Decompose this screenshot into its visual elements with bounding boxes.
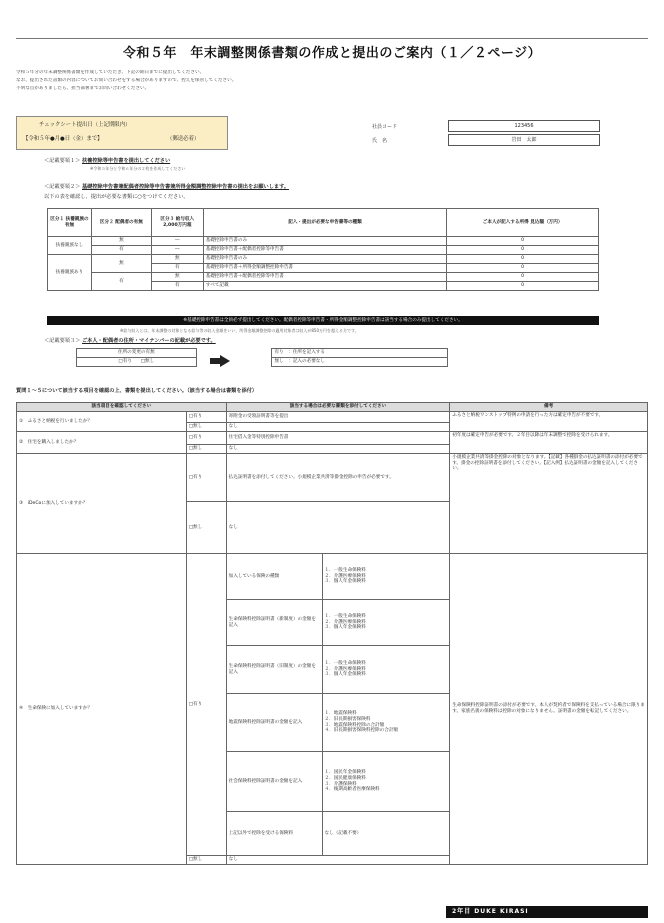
section3: ＜記載要領３＞ ご本人・配偶者の住所・マイナンバーの記載が必要です。: [44, 338, 216, 344]
intro-text: [16, 70, 646, 94]
cell: 基礎控除申告書＋配偶者控除等申告書: [203, 273, 447, 282]
amount-cell[interactable]: 0: [447, 237, 599, 246]
intro-line: 令和５年分の年末調整関係書類を作成していただき、下記の期日までに提出してください。: [16, 70, 205, 75]
q4-sub-label: 地震保険料控除証明書の金額を記入: [226, 694, 322, 752]
q4-sub-items: １．地震保険料 ２．旧長期損害保険料 ３．地震保険料控除の合計額 ４．旧長期損害保険料控除の合計額: [322, 694, 450, 752]
section1-note: ※令和５年分と令和６年分の２枚を作成してください: [90, 166, 186, 171]
checksheet-label: チェックシート提出日（上記期限内）: [39, 122, 131, 128]
cell: 無: [151, 255, 203, 264]
q4-sub-items: １．一般生命保険料 ２．介護医療保険料 ３．個人年金保険料: [322, 554, 450, 600]
q4-yes-checkbox[interactable]: □有り: [186, 554, 226, 856]
q4-sub-items: １．一般生命保険料 ２．介護医療保険料 ３．個人年金保険料: [322, 646, 450, 694]
q4-no-text: なし: [226, 856, 450, 865]
amount-cell[interactable]: 0: [447, 264, 599, 273]
q1-no-checkbox[interactable]: □無し: [186, 423, 226, 432]
q1-note: ふるさと納税ワンストップ特例の申請を行った方は確定申告が不要です。: [450, 412, 648, 432]
question-4: ④ 生命保険に加入していますか？: [17, 554, 187, 865]
cell: 無: [151, 273, 203, 282]
employee-id-label: 社員コード: [372, 124, 398, 130]
question-3: ③ iDeCoに加入していますか？: [17, 454, 187, 554]
intro-line: なお、提出された書類の内容についてお問い合わせをする場合がありますので、控えを保管してください。: [16, 78, 237, 83]
cell: 基礎控除申告書＋配偶者控除等申告書: [203, 246, 447, 255]
section1: ＜記載要領１＞ 扶養控除等申告書を提出してください: [44, 158, 171, 164]
col-header: ご本人が記入する所得 見込額（万円）: [447, 209, 599, 237]
cell: 有: [91, 246, 151, 255]
q2-note: 初年度は確定申告が必要です。２年目以降は年末調整で控除を受けられます。: [450, 432, 648, 454]
checksheet-deadline-box: [16, 116, 228, 150]
q4-sub-label: 加入している保険の種類: [226, 554, 322, 600]
employee-id-field[interactable]: 123456: [448, 120, 600, 132]
q4-no-checkbox[interactable]: □無し: [186, 856, 226, 865]
q4-sub-label: 生命保険料控除証明書（旧制度）の金額を記入: [226, 646, 322, 694]
amount-cell[interactable]: 0: [447, 246, 599, 255]
section2: ＜記載要領２＞ 基礎控除申告書兼配偶者控除等申告書兼所得金額調整控除申告書の提出をお願いします。: [44, 184, 290, 190]
q4-sub-label: 生命保険料控除証明書（新制度）の金額を記入: [226, 600, 322, 646]
question-1: ① ふるさと納税を行いましたか？: [17, 412, 187, 432]
questions-table: [16, 402, 648, 865]
q4-sub-label: 上記以外で控除を受ける保険料: [226, 812, 322, 856]
col-header: 該当する場合は必要な書類を添付してください: [226, 403, 450, 412]
q2-yes-checkbox[interactable]: □有り: [186, 432, 226, 445]
q1-yes-text: 寄附金の受領証明書等を提出: [226, 412, 450, 423]
question-2: ② 住宅を購入しましたか？: [17, 432, 187, 454]
cell: ―: [151, 246, 203, 255]
forms-table: [47, 208, 599, 291]
col-header: 備考: [450, 403, 648, 412]
group-label: 扶養親族なし: [48, 237, 92, 255]
address-options: [77, 358, 197, 367]
col-header: 該当項目を確認してください: [17, 403, 227, 412]
amount-cell[interactable]: 0: [447, 273, 599, 282]
group-label: 扶養親族あり: [48, 255, 92, 291]
q3-no-checkbox[interactable]: □無し: [186, 502, 226, 554]
address-yes-checkbox[interactable]: □有り: [118, 359, 132, 365]
arrow-right-icon: [210, 358, 220, 364]
amount-cell[interactable]: 0: [447, 255, 599, 264]
cell: 有: [91, 273, 151, 291]
q2-yes-text: 住宅借入金等特別控除申告書: [226, 432, 450, 445]
q3-yes-text: 払込証明書を添付してください。小規模企業共済等掛金控除の申告が必要です。: [226, 454, 450, 502]
q4-sub-items: なし（記載不要）: [322, 812, 450, 856]
employee-name-label: 氏 名: [372, 138, 388, 144]
q3-yes-checkbox[interactable]: □有り: [186, 454, 226, 502]
q2-no-checkbox[interactable]: □無し: [186, 445, 226, 454]
cell: 有: [151, 282, 203, 291]
q4-sub-items: １．国民年金保険料 ２．国民健康保険料 ３．介護保険料 ４．後期高齢者医療保険料: [322, 752, 450, 812]
cell: 基礎控除申告書のみ: [203, 255, 447, 264]
section2-sub: 以下の表を確認し、提出が必要な書類に○をつけてください。: [44, 194, 189, 200]
page-title: 令和５年 年末調整関係書類の作成と提出のご案内（１／２ページ）: [122, 46, 542, 61]
cell: 有: [151, 264, 203, 273]
arrow-right-icon-head: [220, 355, 230, 367]
notice-bar: ※基礎控除申告書は全員必ず提出してください。配偶者控除等申告書・所得金額調整控除申告書は該当する場合のみ提出してください。: [47, 316, 599, 325]
top-divider: [16, 38, 648, 39]
cell: すべて記載: [203, 282, 447, 291]
table-footnote: ※給与収入とは、年末調整の対象となる給与等の収入金額をいい、所得金額調整控除の適用対象者は収入が850万円を超える方です。: [120, 328, 359, 333]
cell: 無: [91, 255, 151, 273]
intro-line: 不明な点がありましたら、担当部署までお問い合わせください。: [16, 86, 150, 91]
col-header: 記入・提出が必要な申告書等の種類: [203, 209, 447, 237]
q3-no-text: なし: [226, 502, 450, 554]
section2-text: 基礎控除申告書兼配偶者控除等申告書兼所得金額調整控除申告書の提出をお願いします。: [81, 184, 290, 190]
amount-cell[interactable]: 0: [447, 282, 599, 291]
col-header: 区分２ 配偶者の有無: [91, 209, 151, 237]
q2-no-text: なし: [226, 445, 450, 454]
col-header: 区分３ 給与収入 2,000万円超: [151, 209, 203, 237]
address-change-table: [76, 348, 448, 367]
q4-note: 生命保険料控除証明書の添付が必要です。本人が契約者で保険料を支払っている場合に限ります。家族名義の保険料は控除の対象になりません。証明書の金額を転記してください。: [450, 554, 648, 865]
q4-sub-items: １．一般生命保険料 ２．介護医療保険料 ３．個人年金保険料: [322, 600, 450, 646]
address-yes-text: 有り ：住所を記入する: [272, 349, 448, 358]
q1-no-text: なし: [226, 423, 450, 432]
checksheet-date: 【令和５年●月●日（金）まで】: [23, 136, 103, 142]
section3-text: ご本人・配偶者の住所・マイナンバーの記載が必要です。: [81, 338, 216, 344]
footer-bar: 2年目 DUKE KIRASI: [446, 906, 648, 918]
col-header: 区分１ 扶養親族の有無: [48, 209, 92, 237]
employee-name-field[interactable]: 岩田 太郎: [448, 134, 600, 146]
section4-text: 質問１～５について該当する項目を確認の上、書類を提出してください。（該当する場合は書類を添付）: [16, 388, 258, 394]
cell: 無: [91, 237, 151, 246]
address-change-header: 住所の変更の有無: [77, 349, 197, 358]
cell: 基礎控除申告書のみ: [203, 237, 447, 246]
address-no-checkbox[interactable]: □無し: [140, 359, 155, 365]
address-no-text: 無し ：記入の必要なし: [272, 358, 448, 367]
cell: ―: [151, 237, 203, 246]
q3-note: 小規模企業共済等掛金控除の対象となります。【記載】各種掛金の払込証明書の添付が必要です。掛金の控除証明書を添付してください。【記入例】払込証明書の金額を記入してください。: [450, 454, 648, 554]
cell: 基礎控除申告書＋所得金額調整控除申告書: [203, 264, 447, 273]
checksheet-note: （郵送必着）: [167, 136, 200, 142]
section1-text: 扶養控除等申告書を提出してください: [81, 158, 171, 164]
arrow-cell: [196, 349, 272, 367]
q1-yes-checkbox[interactable]: □有り: [186, 412, 226, 423]
q4-sub-label: 社会保険料控除証明書の金額を記入: [226, 752, 322, 812]
